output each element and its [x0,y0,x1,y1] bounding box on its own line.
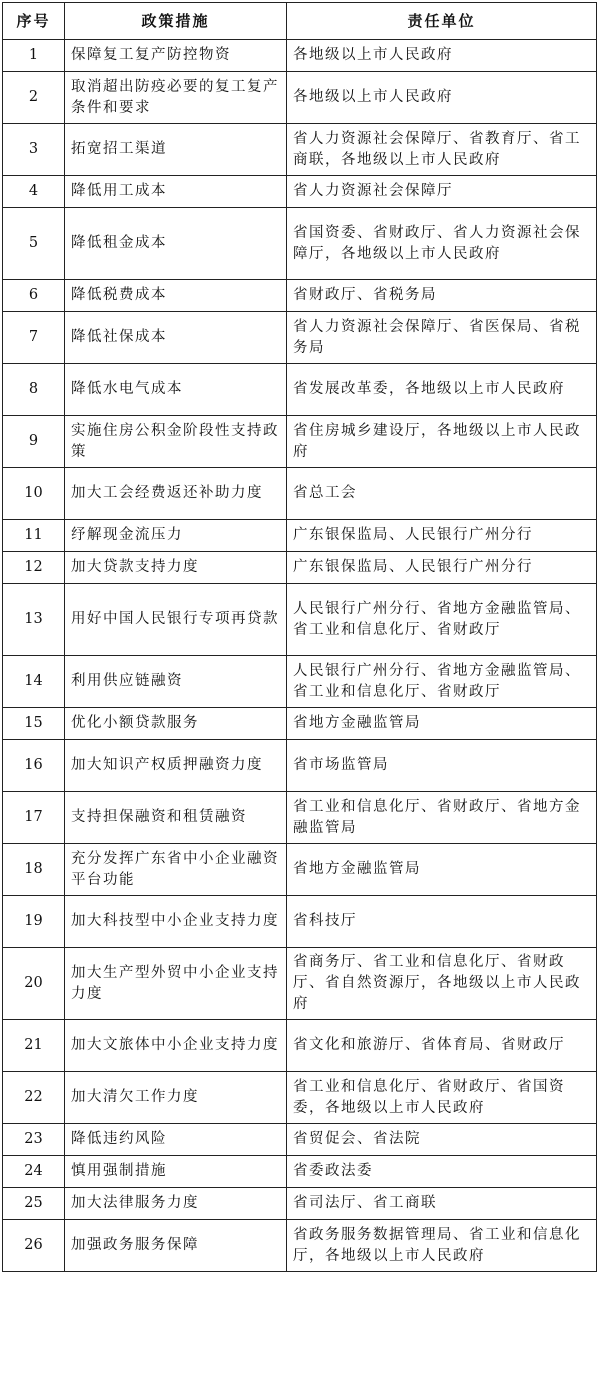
row-number: 26 [3,1220,65,1272]
row-dept: 省贸促会、省法院 [287,1124,597,1156]
header-measure: 政策措施 [65,3,287,40]
row-dept: 省总工会 [287,468,597,520]
row-number: 11 [3,520,65,552]
row-number: 12 [3,552,65,584]
row-number: 22 [3,1072,65,1124]
table-row [3,792,597,844]
row-dept: 省市场监管局 [287,740,597,792]
row-dept: 广东银保监局、人民银行广州分行 [287,552,597,584]
row-number: 6 [3,280,65,312]
table-row [3,364,597,416]
table-row [3,844,597,896]
row-measure: 加大贷款支持力度 [65,552,287,584]
table-row [3,416,597,468]
table-row [3,124,597,176]
row-measure: 纾解现金流压力 [65,520,287,552]
table-row [3,1156,597,1188]
table-row [3,948,597,1020]
header-dept: 责任单位 [287,3,597,40]
row-dept: 省科技厅 [287,896,597,948]
row-measure: 用好中国人民银行专项再贷款 [65,584,287,656]
row-measure: 利用供应链融资 [65,656,287,708]
row-measure: 降低用工成本 [65,176,287,208]
row-measure: 加强政务服务保障 [65,1220,287,1272]
row-dept: 省住房城乡建设厅，各地级以上市人民政府 [287,416,597,468]
row-number: 15 [3,708,65,740]
row-number: 20 [3,948,65,1020]
row-dept: 省政务服务数据管理局、省工业和信息化厅，各地级以上市人民政府 [287,1220,597,1272]
row-number: 21 [3,1020,65,1072]
table-row [3,656,597,708]
row-dept: 省工业和信息化厅、省财政厅、省地方金融监管局 [287,792,597,844]
table-row [3,708,597,740]
row-dept: 省委政法委 [287,1156,597,1188]
row-number: 10 [3,468,65,520]
row-measure: 加大清欠工作力度 [65,1072,287,1124]
row-number: 4 [3,176,65,208]
row-dept: 省商务厅、省工业和信息化厅、省财政厅、省自然资源厅，各地级以上市人民政府 [287,948,597,1020]
row-dept: 省地方金融监管局 [287,844,597,896]
row-dept: 省人力资源社会保障厅、省教育厅、省工商联，各地级以上市人民政府 [287,124,597,176]
row-measure: 慎用强制措施 [65,1156,287,1188]
row-number: 7 [3,312,65,364]
row-dept: 省国资委、省财政厅、省人力资源社会保障厅，各地级以上市人民政府 [287,208,597,280]
row-measure: 加大科技型中小企业支持力度 [65,896,287,948]
table-row [3,740,597,792]
row-measure: 加大生产型外贸中小企业支持力度 [65,948,287,1020]
header-no: 序号 [3,3,65,40]
table-row [3,1020,597,1072]
row-number: 16 [3,740,65,792]
row-dept: 各地级以上市人民政府 [287,40,597,72]
table-row [3,468,597,520]
table-row [3,1220,597,1272]
row-number: 18 [3,844,65,896]
row-measure: 优化小额贷款服务 [65,708,287,740]
row-dept: 省发展改革委，各地级以上市人民政府 [287,364,597,416]
row-dept: 人民银行广州分行、省地方金融监管局、省工业和信息化厅、省财政厅 [287,656,597,708]
row-measure: 降低社保成本 [65,312,287,364]
row-measure: 拓宽招工渠道 [65,124,287,176]
row-number: 2 [3,72,65,124]
row-measure: 取消超出防疫必要的复工复产条件和要求 [65,72,287,124]
row-dept: 省工业和信息化厅、省财政厅、省国资委，各地级以上市人民政府 [287,1072,597,1124]
row-measure: 加大法律服务力度 [65,1188,287,1220]
row-number: 25 [3,1188,65,1220]
row-measure: 降低租金成本 [65,208,287,280]
row-dept: 省财政厅、省税务局 [287,280,597,312]
row-measure: 加大知识产权质押融资力度 [65,740,287,792]
row-number: 8 [3,364,65,416]
row-dept: 各地级以上市人民政府 [287,72,597,124]
table-row [3,312,597,364]
row-number: 17 [3,792,65,844]
row-measure: 加大文旅体中小企业支持力度 [65,1020,287,1072]
row-number: 24 [3,1156,65,1188]
table-row [3,72,597,124]
row-number: 5 [3,208,65,280]
row-number: 3 [3,124,65,176]
table-row [3,896,597,948]
table-row [3,584,597,656]
policy-table [2,2,597,1272]
row-dept: 省文化和旅游厅、省体育局、省财政厅 [287,1020,597,1072]
row-measure: 支持担保融资和租赁融资 [65,792,287,844]
table-row [3,552,597,584]
table-row [3,520,597,552]
row-dept: 省人力资源社会保障厅 [287,176,597,208]
row-dept: 人民银行广州分行、省地方金融监管局、省工业和信息化厅、省财政厅 [287,584,597,656]
table-row [3,208,597,280]
table-row [3,1188,597,1220]
row-number: 13 [3,584,65,656]
table-row [3,40,597,72]
row-dept: 广东银保监局、人民银行广州分行 [287,520,597,552]
row-dept: 省地方金融监管局 [287,708,597,740]
table-row [3,280,597,312]
row-measure: 降低水电气成本 [65,364,287,416]
row-number: 9 [3,416,65,468]
row-measure: 充分发挥广东省中小企业融资平台功能 [65,844,287,896]
table-row [3,1072,597,1124]
header-row [3,3,597,40]
row-measure: 保障复工复产防控物资 [65,40,287,72]
row-measure: 实施住房公积金阶段性支持政策 [65,416,287,468]
row-measure: 加大工会经费返还补助力度 [65,468,287,520]
row-number: 1 [3,40,65,72]
row-measure: 降低税费成本 [65,280,287,312]
row-dept: 省人力资源社会保障厅、省医保局、省税务局 [287,312,597,364]
row-number: 14 [3,656,65,708]
table-row [3,1124,597,1156]
row-number: 19 [3,896,65,948]
row-dept: 省司法厅、省工商联 [287,1188,597,1220]
row-number: 23 [3,1124,65,1156]
row-measure: 降低违约风险 [65,1124,287,1156]
table-row [3,176,597,208]
